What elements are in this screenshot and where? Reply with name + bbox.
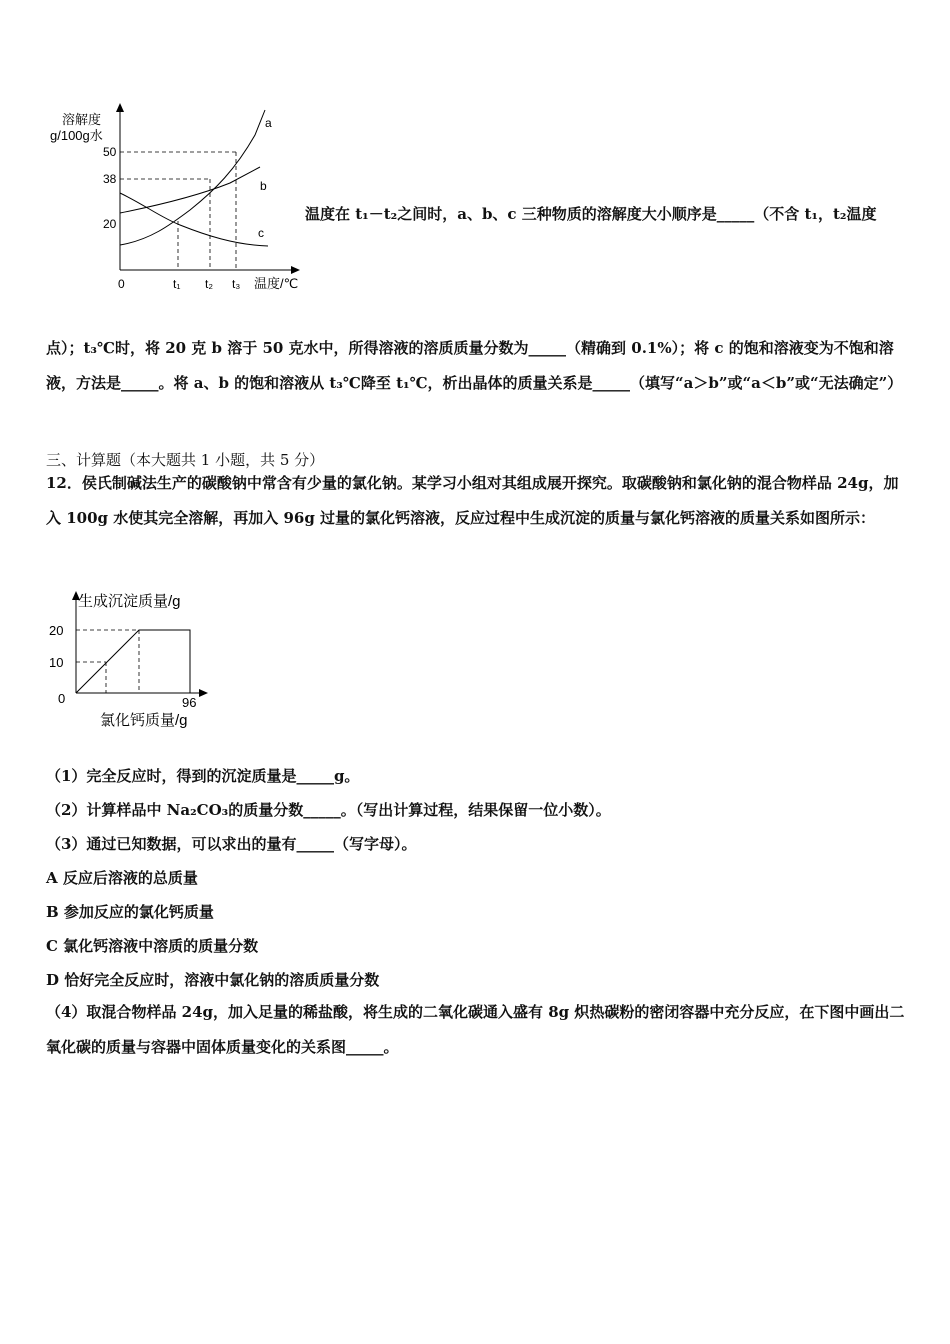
x-axis-label: 温度/℃ xyxy=(254,276,299,291)
curve-a xyxy=(120,110,265,245)
ytick-50: 50 xyxy=(103,145,117,159)
xtick-0: 0 xyxy=(118,277,125,291)
option-d: D 恰好完全反应时，溶液中氯化钠的溶质质量分数 xyxy=(46,971,380,989)
curve-b xyxy=(120,167,260,213)
q12-sub2: （2）计算样品中 Na₂CO₃的质量分数_____。（写出计算过程，结果保留一位小数）。 xyxy=(46,801,611,819)
solubility-chart xyxy=(40,95,310,305)
ytick-20: 20 xyxy=(49,623,64,638)
section3-heading: 三、计算题（本大题共 1 小题，共 5 分） xyxy=(46,451,325,469)
y-axis-label-1: 溶解度 xyxy=(62,112,102,127)
q12-stem: 12．侯氏制碱法生产的碳酸钠中常含有少量的氯化钠。某学习小组对其组成展开探究。取碳酸钠和氯化钠的混合物样品 24g，加入 100g 水使其完全溶解，再加入 96g 过量的氯化钙溶液，反应过程中生成沉淀的质量与氯化钙溶液的质量关系如图所示： xyxy=(46,474,899,527)
q12-sub3: （3）通过已知数据，可以求出的量有_____（写字母）。 xyxy=(46,835,417,853)
precipitate-chart xyxy=(40,585,270,740)
xtick-t2: t₂ xyxy=(205,277,213,291)
curve-label-c: c xyxy=(258,226,264,240)
curve-c xyxy=(120,193,268,246)
x-axis-label: 氯化钙质量/g xyxy=(100,712,188,729)
curve-label-b: b xyxy=(260,179,267,193)
y-axis-arrow xyxy=(116,103,124,112)
q11-paragraph: 点）；t₃℃时，将 20 克 b 溶于 50 克水中，所得溶液的溶质质量分数为_____（精确到 0.1%）；将 c 的饱和溶液变为不饱和溶液，方法是_____。将 a、b 的饱和溶液从 t₃℃降至 t₁℃，析出晶体的质量关系是_____（填写“a＞b”或“a＜b”或“无法确定”） xyxy=(46,339,903,392)
y-axis-label: 生成沉淀质量/g xyxy=(78,593,181,610)
q11-inline-text: 温度在 t₁－t₂之间时，a、b、c 三种物质的溶解度大小顺序是_____（不含 t₁，t₂温度 xyxy=(305,205,877,223)
option-a: A 反应后溶液的总质量 xyxy=(46,869,198,887)
x-axis-arrow xyxy=(291,266,300,274)
ytick-38: 38 xyxy=(103,172,117,186)
option-b: B 参加反应的氯化钙质量 xyxy=(46,903,214,921)
option-c: C 氯化钙溶液中溶质的质量分数 xyxy=(46,937,259,955)
ytick-0: 0 xyxy=(58,691,66,706)
q12-sub1: （1）完全反应时，得到的沉淀质量是_____g。 xyxy=(46,767,360,785)
xtick-96: 96 xyxy=(182,695,197,710)
curve-label-a: a xyxy=(265,116,272,130)
q12-sub4: （4）取混合物样品 24g，加入足量的稀盐酸，将生成的二氧化碳通入盛有 8g 炽热碳粉的密闭容器中充分反应，在下图中画出二氧化碳的质量与容器中固体质量变化的关系图_____。 xyxy=(46,1003,905,1056)
xtick-t3: t₃ xyxy=(232,277,241,291)
x-axis-arrow xyxy=(199,689,208,697)
ytick-10: 10 xyxy=(49,655,64,670)
ytick-20: 20 xyxy=(103,217,117,231)
y-axis-label-2: g/100g水 xyxy=(50,128,103,143)
xtick-t1: t₁ xyxy=(173,277,181,291)
precipitate-line xyxy=(76,630,190,693)
